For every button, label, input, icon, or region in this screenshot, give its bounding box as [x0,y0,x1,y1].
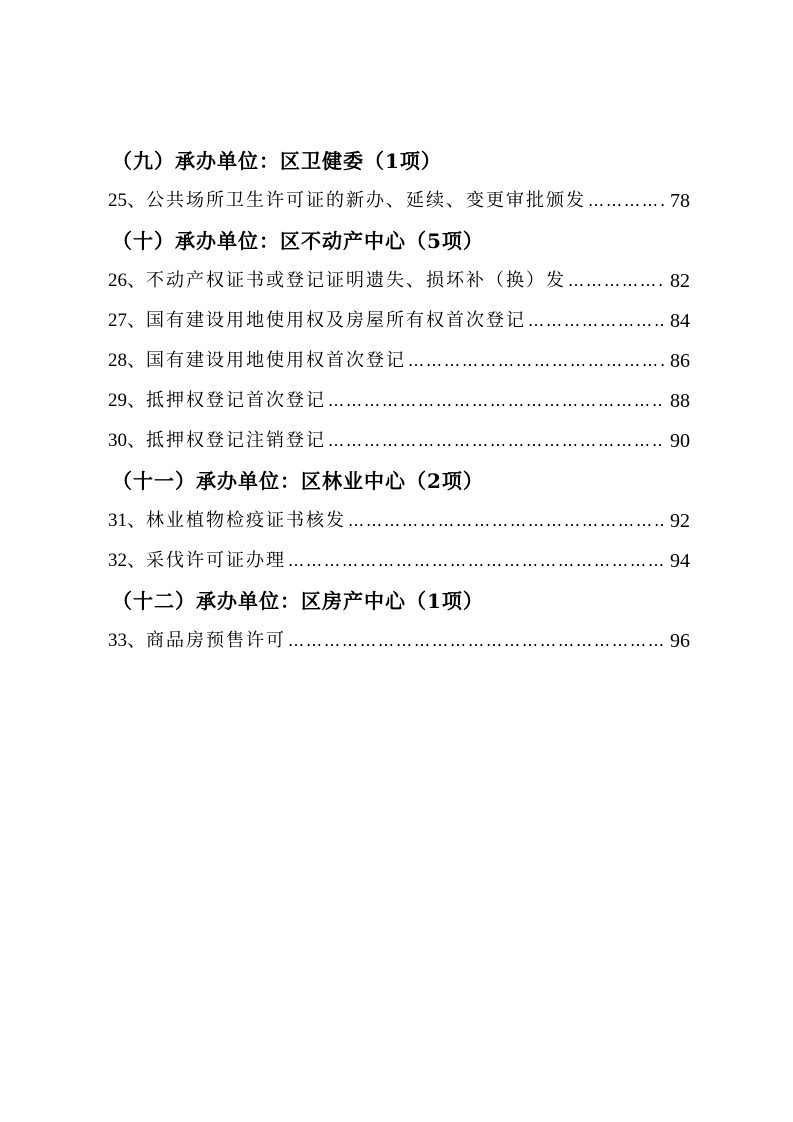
section-heading: （十）承办单位：区不动产中心（5项） [112,229,484,253]
entry-title: 公共场所卫生许可证的新办、延续、变更审批颁发 [146,190,587,211]
dot-leader [288,629,664,653]
entry-number: 31、 [108,510,147,531]
entry-number: 27、 [108,310,147,331]
section-heading: （十一）承办单位：区林业中心（2项） [112,469,484,493]
toc-entry[interactable] [108,387,690,413]
entry-title: 采伐许可证办理 [146,550,287,571]
entry-number: 30、 [108,430,147,451]
page-number: 94 [670,550,690,572]
section-heading: （十二）承办单位：区房产中心（1项） [112,589,484,613]
toc-entry[interactable] [108,267,690,293]
entry-title: 抵押权登记首次登记 [146,390,327,411]
page-number: 84 [670,310,690,332]
dot-leader [288,549,664,573]
entry-number: 32、 [108,550,147,571]
dot-leader [588,189,664,213]
toc-entry[interactable] [108,427,690,453]
dot-leader [328,429,664,453]
page-number: 90 [670,430,690,452]
entry-title: 不动产权证书或登记证明遗失、损坏补（换）发 [146,270,567,291]
toc-entry[interactable] [108,507,690,533]
page-number: 92 [670,510,690,532]
entry-title: 商品房预售许可 [146,630,287,651]
toc-entry[interactable] [108,547,690,573]
dot-leader [408,349,664,373]
toc-entry[interactable] [108,307,690,333]
page-number: 88 [670,390,690,412]
entry-number: 26、 [108,270,147,291]
page-number: 96 [670,630,690,652]
page-number: 86 [670,350,690,372]
dot-leader [348,509,664,533]
entry-number: 29、 [108,390,147,411]
entry-title: 国有建设用地使用权首次登记 [146,350,407,371]
section-heading: （九）承办单位：区卫健委（1项） [112,149,442,173]
entry-title: 抵押权登记注销登记 [146,430,327,451]
toc-entry[interactable] [108,627,690,653]
entry-number: 25、 [108,190,147,211]
entry-number: 28、 [108,350,147,371]
dot-leader [568,269,664,293]
toc-entry[interactable] [108,187,690,213]
toc-entry[interactable] [108,347,690,373]
dot-leader [528,309,664,333]
entry-number: 33、 [108,630,147,651]
page-number: 82 [670,270,690,292]
dot-leader [328,389,664,413]
entry-title: 林业植物检疫证书核发 [146,510,347,531]
page-number: 78 [670,190,690,212]
entry-title: 国有建设用地使用权及房屋所有权首次登记 [146,310,527,331]
